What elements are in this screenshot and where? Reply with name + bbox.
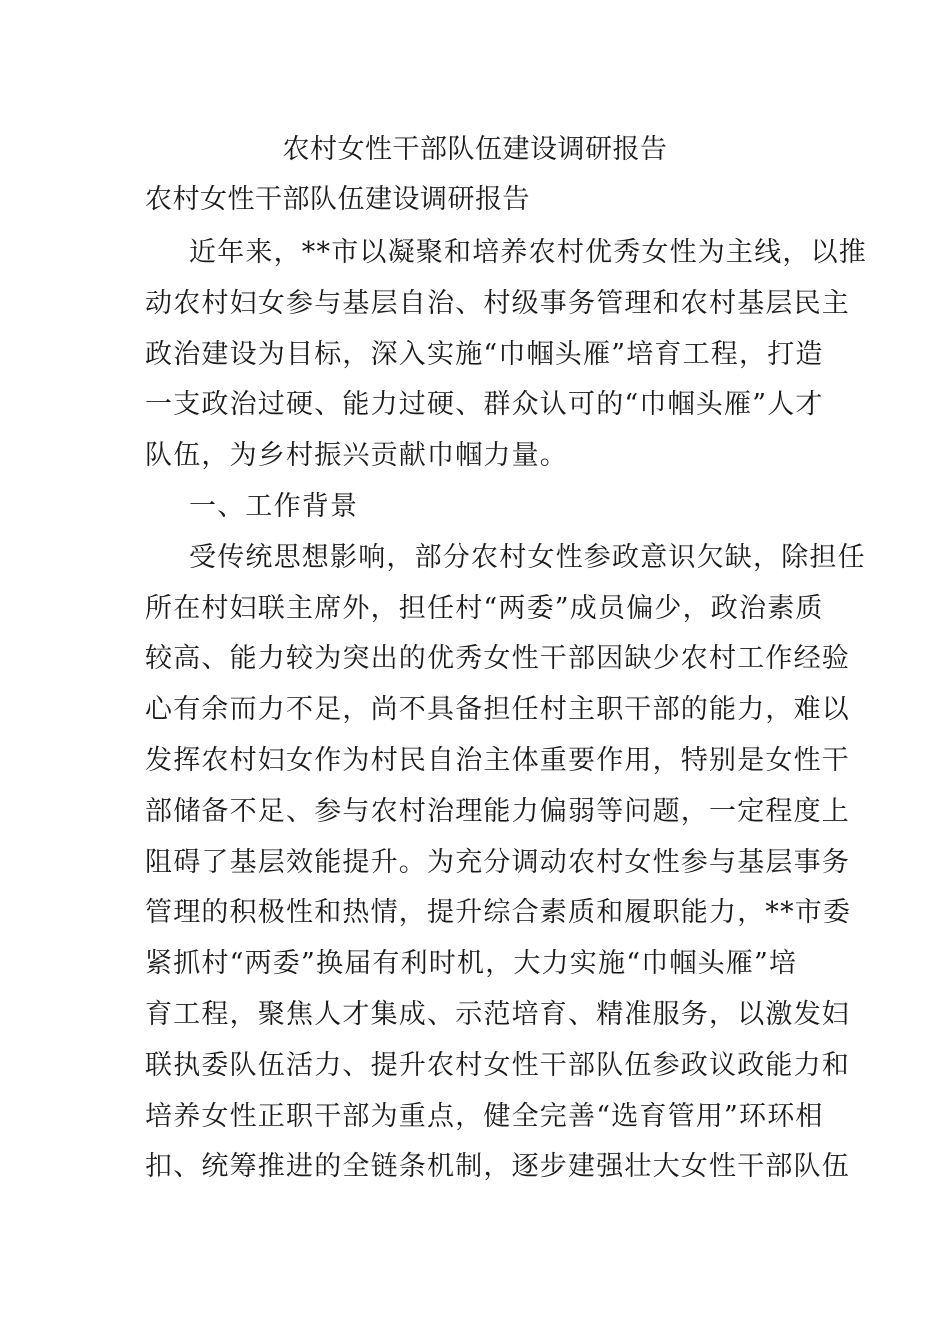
paragraph-intro-line: 近年来，**市以凝聚和培养农村优秀女性为主线，以推 <box>189 237 867 268</box>
paragraph-background-line: 发挥农村妇女作为村民自治主体重要作用，特别是女性干 <box>145 744 850 776</box>
paragraph-background-line: 联执委队伍活力、提升农村女性干部队伍参政议政能力和 <box>145 1049 850 1081</box>
paragraph-intro-line: 一支政治过硬、能力过硬、群众认可的“巾帼头雁”人才 <box>145 389 824 421</box>
paragraph-background-line: 阻碍了基层效能提升。为充分调动农村女性参与基层事务 <box>145 846 850 878</box>
paragraph-background-line: 育工程，聚焦人才集成、示范培育、精准服务，以激发妇 <box>145 998 850 1030</box>
paragraph-background-line: 紧抓村“两委”换届有利时机，大力实施“巾帼头雁”培 <box>145 948 798 980</box>
paragraph-background-line: 所在村妇联主席外，担任村“两委”成员偏少，政治素质 <box>145 592 824 624</box>
document-subtitle: 农村女性干部队伍建设调研报告 <box>145 184 530 215</box>
paragraph-background-line: 部储备不足、参与农村治理能力偏弱等问题，一定程度上 <box>145 795 850 827</box>
document-body <box>145 228 867 1193</box>
section-heading: 一、工作背景 <box>189 490 359 522</box>
paragraph-background-line: 心有余而力不足，尚不具备担任村主职干部的能力，难以 <box>145 694 850 726</box>
paragraph-background-line: 扣、统筹推进的全链条机制，逐步建强壮大女性干部队伍 <box>145 1151 850 1183</box>
paragraph-background-line: 受传统思想影响，部分农村女性参政意识欠缺，除担任 <box>189 541 866 573</box>
paragraph-intro-line: 政治建设为目标，深入实施“巾帼头雁”培育工程，打造 <box>145 338 824 370</box>
paragraph-intro-line: 动农村妇女参与基层自治、村级事务管理和农村基层民主 <box>145 287 850 319</box>
document-title: 农村女性干部队伍建设调研报告 <box>282 134 668 165</box>
paragraph-intro-line: 队伍，为乡村振兴贡献巾帼力量。 <box>145 440 568 472</box>
paragraph-background-line: 培养女性正职干部为重点，健全完善“选育管用”环环相 <box>145 1100 824 1132</box>
paragraph-background-line: 管理的积极性和热情，提升综合素质和履职能力，**市委 <box>145 897 852 929</box>
paragraph-background-line: 较高、能力较为突出的优秀女性干部因缺少农村工作经验 <box>145 643 850 675</box>
